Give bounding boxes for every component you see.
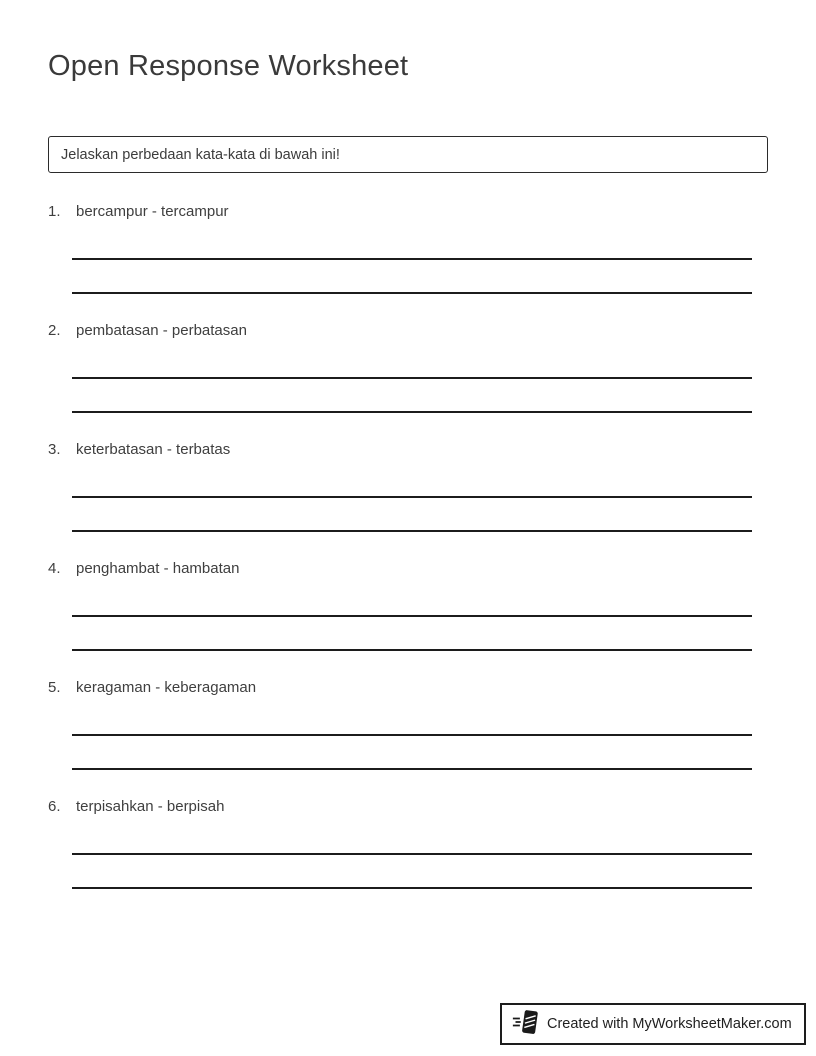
answer-line <box>72 411 752 413</box>
answer-line <box>72 292 752 294</box>
question-text: keragaman - keberagaman <box>76 679 257 696</box>
answer-line <box>72 887 752 889</box>
flying-worksheet-logo-icon <box>512 1008 540 1041</box>
answer-line <box>72 258 752 260</box>
answer-line <box>72 734 752 736</box>
page-title: Open Response Worksheet <box>48 50 409 82</box>
question-number: 3. <box>48 441 61 458</box>
question-item-3 <box>48 440 752 540</box>
question-item-2 <box>48 321 752 421</box>
question-text: penghambat - hambatan <box>76 560 240 577</box>
question-prompt <box>48 440 752 460</box>
question-item-6 <box>48 797 752 897</box>
question-item-1 <box>48 202 752 302</box>
question-number: 6. <box>48 798 61 815</box>
answer-line <box>72 377 752 379</box>
question-text: bercampur - tercampur <box>76 203 229 220</box>
answer-line <box>72 649 752 651</box>
question-number: 1. <box>48 203 61 220</box>
answer-line <box>72 768 752 770</box>
question-text: keterbatasan - terbatas <box>76 441 231 458</box>
question-text: pembatasan - perbatasan <box>76 322 247 339</box>
answer-line <box>72 496 752 498</box>
credit-text: Created with MyWorksheetMaker.com <box>547 1016 792 1032</box>
answer-line <box>72 853 752 855</box>
question-number: 5. <box>48 679 61 696</box>
question-item-4 <box>48 559 752 659</box>
answer-line <box>72 530 752 532</box>
question-prompt <box>48 321 752 341</box>
answer-line <box>72 615 752 617</box>
question-prompt <box>48 559 752 579</box>
question-item-5 <box>48 678 752 778</box>
instruction-text: Jelaskan perbedaan kata-kata di bawah ini! <box>61 146 340 163</box>
question-prompt <box>48 797 752 817</box>
question-text: terpisahkan - berpisah <box>76 798 225 815</box>
question-prompt <box>48 678 752 698</box>
question-number: 2. <box>48 322 61 339</box>
question-prompt <box>48 202 752 222</box>
question-number: 4. <box>48 560 61 577</box>
credit-link[interactable] <box>500 1003 806 1045</box>
instruction-box <box>48 136 768 173</box>
